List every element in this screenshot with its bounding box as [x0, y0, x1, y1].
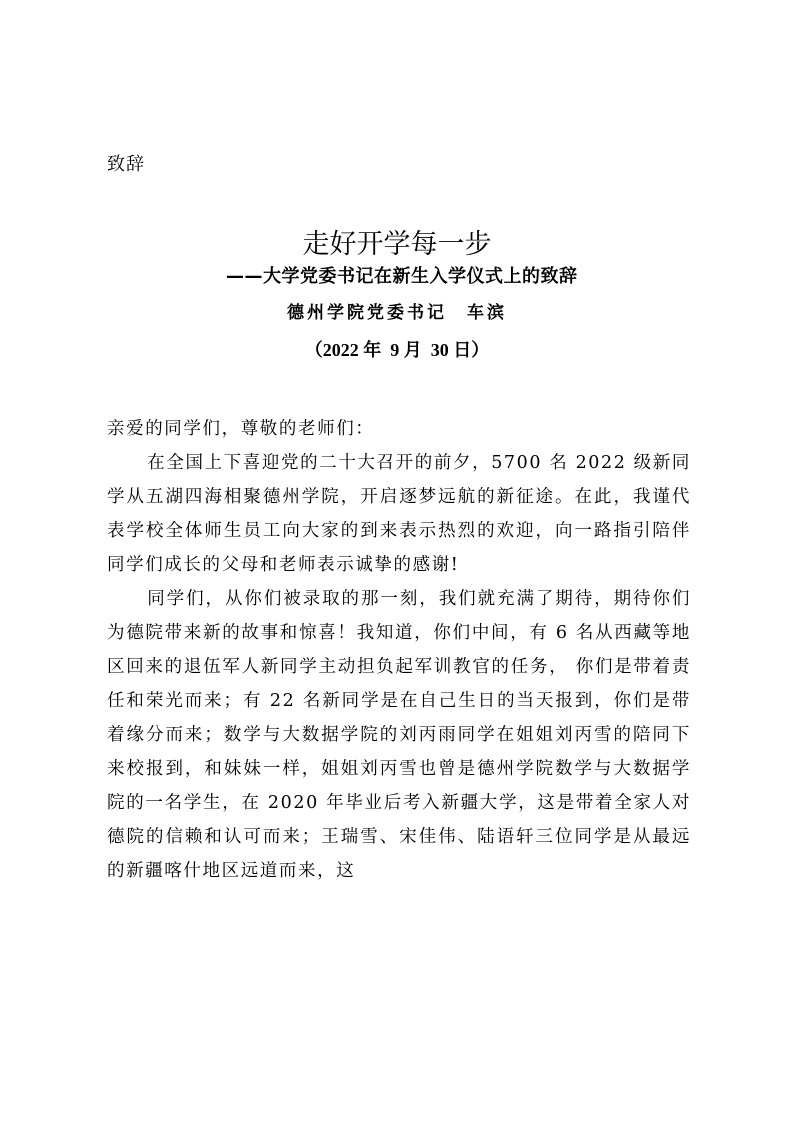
paragraph: 在全国上下喜迎党的二十大召开的前夕，5700 名 2022 级新同学从五湖四海相聚德州学院，开启逐梦远航的新征途。在此，我谨代表学校全体师生员工向大家的到来表示热烈的欢迎，向一路指引陪伴同学们成长的父母和老师表示诚挚的感谢!: [107, 453, 691, 575]
section-label: 致辞: [107, 154, 145, 175]
document-body: [107, 412, 691, 888]
document-subtitle: ——大学党委书记在新生入学仪式上的致辞: [226, 266, 578, 287]
greeting: 亲爱的同学们，尊敬的老师们：: [107, 419, 375, 439]
paragraph: 同学们，从你们被录取的那一刻，我们就充满了期待，期待你们为德院带来新的故事和惊喜！我知道，你们中间，有 6 名从西藏等地区回来的退伍军人新同学主动担负起军训教官的任务， 你们是带着责任和荣光而来；有 22 名新同学是在自己生日的当天报到，你们是带着缘分而来；数学与大数据学院的刘丙雨同学在姐姐刘丙雪的陪同下来校报到，和妹妹一样，姐姐刘丙雪也曾是德州学院数学与大数据学院的一名学生，在 2020 年毕业后考入新疆大学，这是带着全家人对德院的信赖和认可而来；王瑞雪、宋佳伟、陆语轩三位同学是从最远的新疆喀什地区远道而来，这: [107, 589, 691, 881]
date-line: （2022 年 9 月 30 日）: [304, 340, 490, 360]
author-line: 德州学院党委书记 车滨: [287, 303, 507, 323]
document-title: 走好开学每一步: [302, 229, 492, 260]
